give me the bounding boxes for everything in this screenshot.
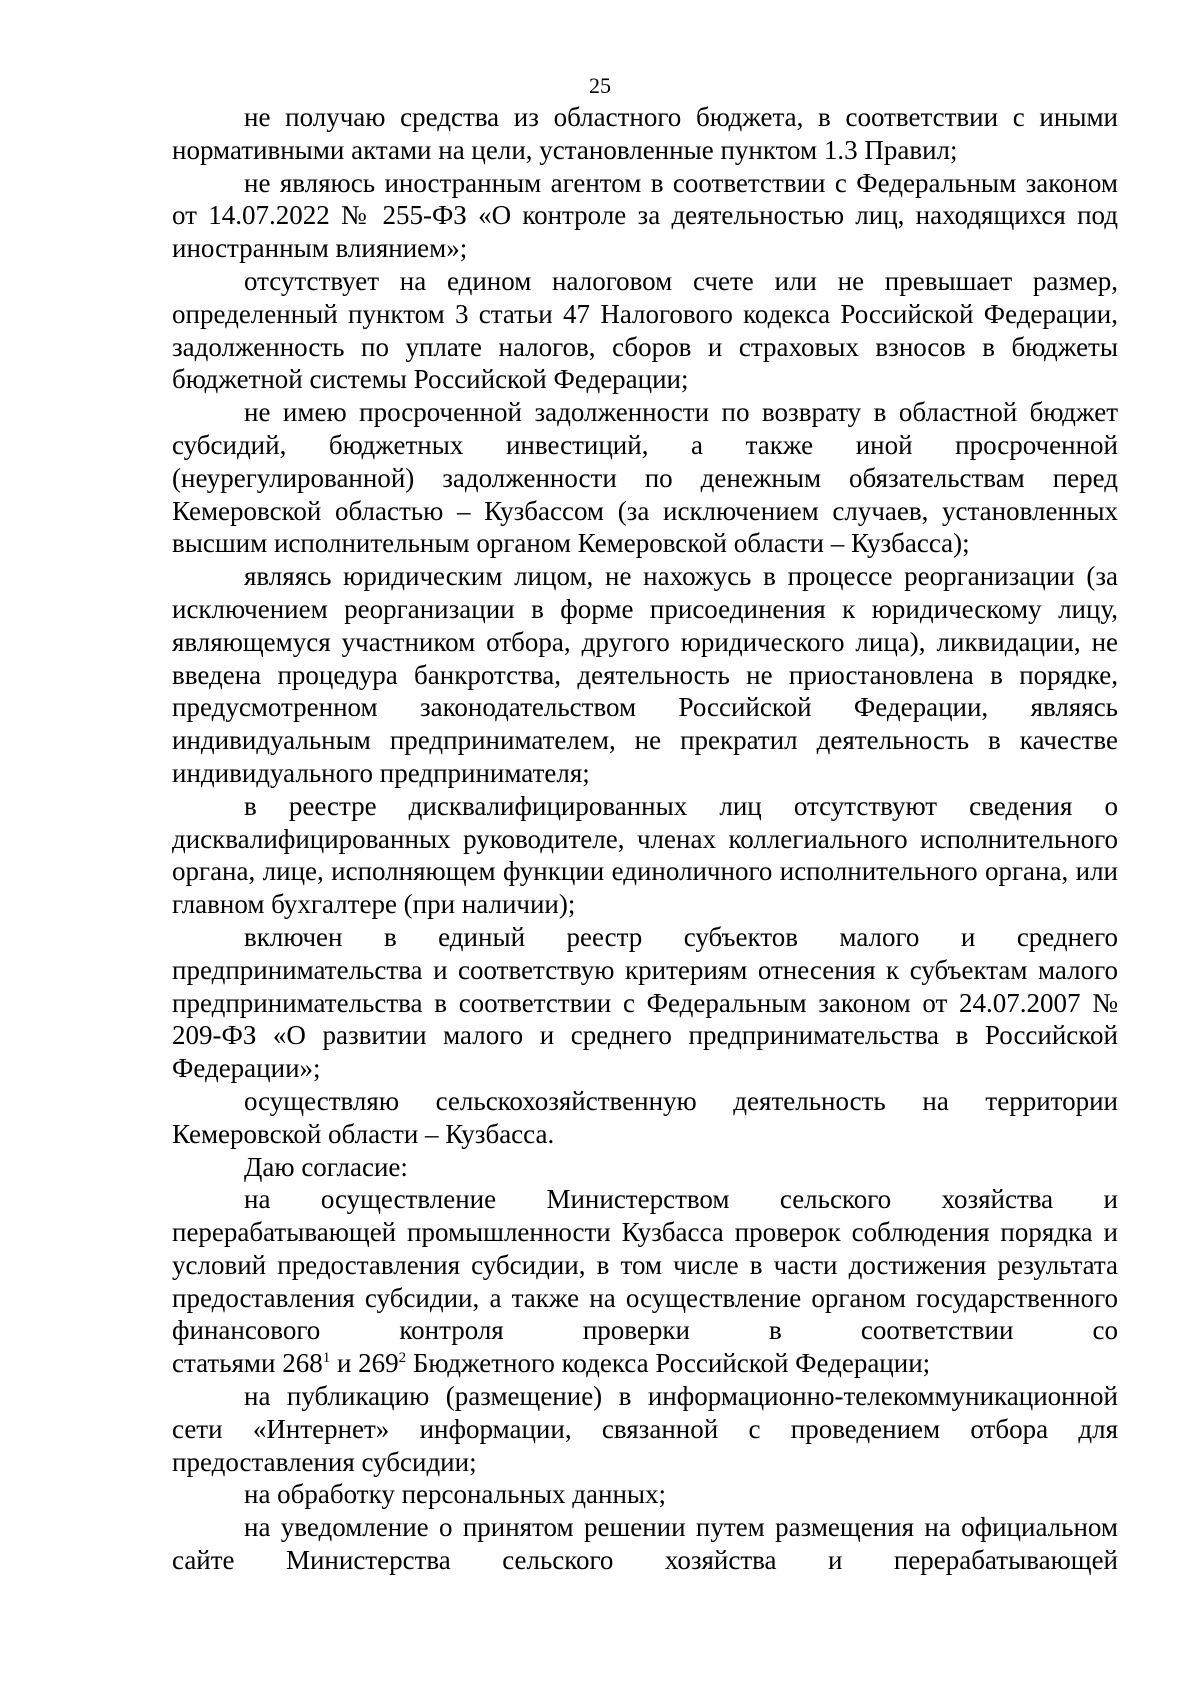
- paragraph: Даю согласие:: [244, 1151, 408, 1182]
- text-fragment: статьями 268: [172, 1348, 323, 1379]
- paragraph: на обработку персональных данных;: [244, 1479, 667, 1510]
- paragraph: отсутствует на едином налоговом счете или не превышает размер, определенный пунктом 3 статьи 47 Налогового кодекса Российской Федерации, задолженность по уплате налогов, сборов и страховых взносов в бюджеты бюджетной системы Российской Федерации;: [172, 265, 1118, 395]
- paragraph: не являюсь иностранным агентом в соответствии с Федеральным законом от 14.07.2022 № 255-ФЗ «О контроле за деятельностью лиц, находящихся под иностранным влиянием»;: [172, 167, 1118, 264]
- paragraph: не имею просроченной задолженности по возврату в областной бюджет субсидий, бюджетных инвестиций, а также иной просроченной (неурегулированной) задолженности по денежным обязательствам перед Кемеровской областью – Кузбассом (за исключением случаев, установленных высшим исполнительным органом Кемеровской области – Кузбасса);: [172, 397, 1118, 559]
- text-fragment: Бюджетного кодекса Российской Федерации;: [406, 1348, 931, 1379]
- paragraph-budget-code-reference: [172, 1347, 1118, 1380]
- paragraph: являясь юридическим лицом, не нахожусь в процессе реорганизации (за исключением реорганизации в форме присоединения к юридическому лицу, являющемуся участником отбора, другого юридического лица), ликвидации, не введена процедура банкротства, деятельность не приостановлена в порядке, предусмотренном законодательством Российской Федерации, являясь индивидуальным предпринимателем, не прекратил деятельность в качестве индивидуального предпринимателя;: [172, 561, 1118, 788]
- document-body: [172, 101, 1118, 1577]
- superscript: 1: [322, 1350, 331, 1367]
- paragraph: осуществляю сельскохозяйственную деятельность на территории Кемеровской области – Кузбасса.: [172, 1085, 1118, 1149]
- superscript: 2: [398, 1350, 407, 1367]
- text-fragment: и 269: [330, 1348, 399, 1379]
- paragraph: включен в единый реестр субъектов малого и среднего предпринимательства и соответствую критериям отнесения к субъектам малого предпринимательства в соответствии с Федеральным законом от 24.07.2007 № 209-ФЗ «О развитии малого и среднего предпринимательства в Российской Федерации»;: [172, 921, 1118, 1084]
- paragraph: на публикацию (размещение) в информационно-телекоммуникационной сети «Интернет» информации, связанной с проведением отбора для предоставления субсидии;: [172, 1381, 1118, 1477]
- page-number: 25: [589, 73, 611, 98]
- paragraph: на осуществление Министерством сельского хозяйства и перерабатывающей промышленности Кузбасса проверок соблюдения порядка и условий предоставления субсидии, в том числе в части достижения результата предоставления субсидии, а также на осуществление органом государственного финансового контроля проверки в соответствии со: [172, 1184, 1118, 1346]
- paragraph: не получаю средства из областного бюджета, в соответствии с иными нормативными актами на цели, установленные пунктом 1.3 Правил;: [172, 102, 1118, 165]
- paragraph: в реестре дисквалифицированных лиц отсутствуют сведения о дисквалифицированных руководителе, членах коллегиального исполнительного органа, лице, исполняющем функции единоличного исполнительного органа, или главном бухгалтере (при наличии);: [172, 790, 1118, 920]
- paragraph: на уведомление о принятом решении путем размещения на официальном сайте Министерства сельского хозяйства и перерабатывающей: [172, 1512, 1118, 1576]
